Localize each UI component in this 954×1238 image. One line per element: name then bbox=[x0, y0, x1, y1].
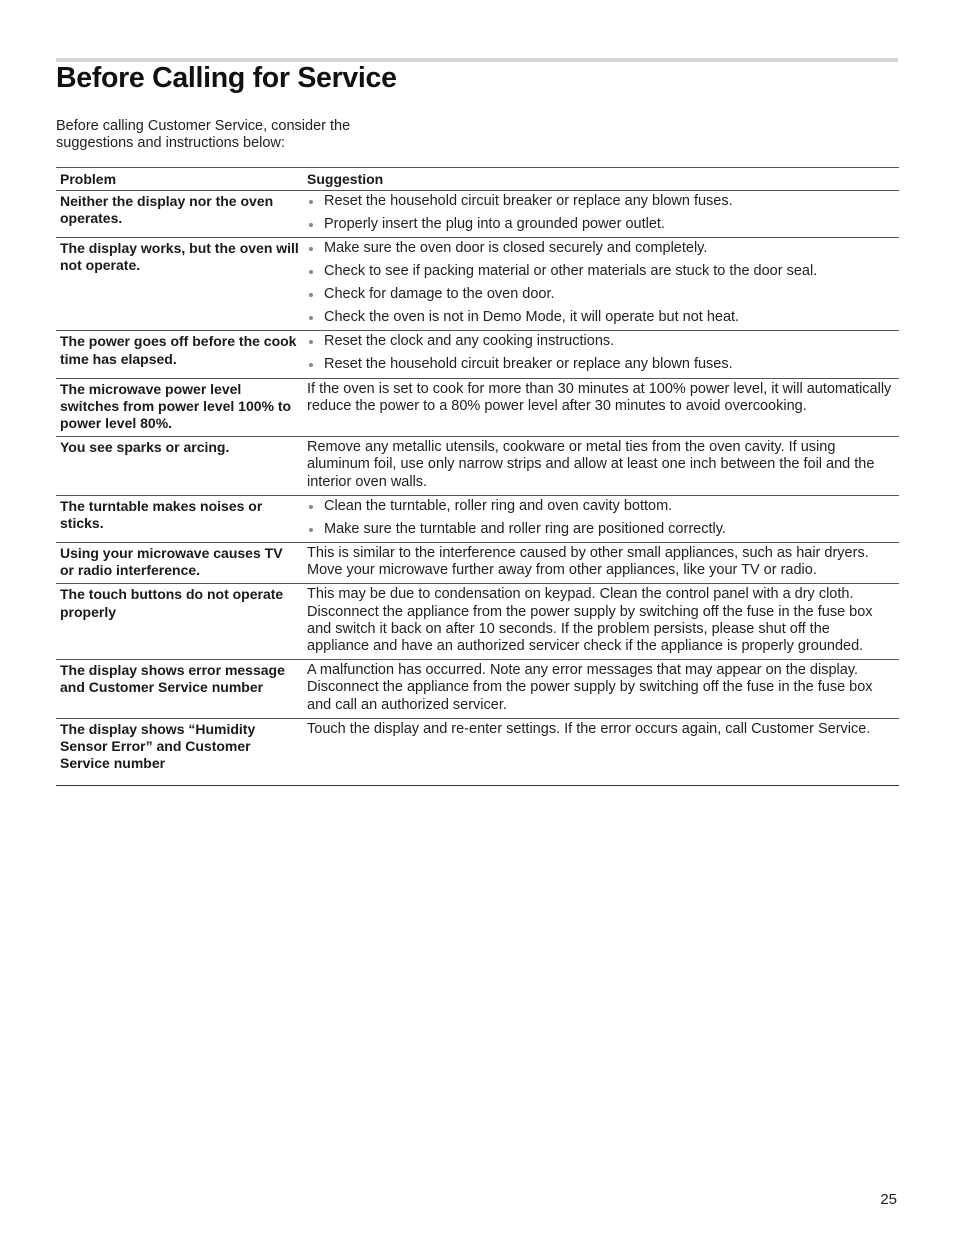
suggestion-text: This may be due to condensation on keypad. Clean the control panel with a dry cloth. Disconnect the appliance from the power supply by switching off the fuse in the fuse box and switch it back on after 10 seconds. If the problem persists, please shut off the appliance and have an authorized servicer check if the appliance is properly grounded. bbox=[303, 584, 899, 660]
bullet-icon bbox=[309, 247, 313, 251]
suggestion-cell bbox=[303, 191, 899, 238]
problem-text: The display shows error message and Customer Service number bbox=[60, 662, 285, 696]
list-item-text: Properly insert the plug into a grounded power outlet. bbox=[324, 216, 665, 232]
table-row bbox=[56, 331, 899, 378]
bullet-icon bbox=[309, 270, 313, 274]
list-item bbox=[307, 498, 895, 515]
problem-cell bbox=[56, 718, 303, 786]
bullet-icon bbox=[309, 505, 313, 509]
list-item-text: Reset the clock and any cooking instructions. bbox=[324, 333, 615, 350]
problem-text: The touch buttons do not operate properly bbox=[60, 586, 284, 620]
table-row bbox=[56, 191, 899, 238]
problem-cell bbox=[56, 378, 303, 437]
problem-text: Using your microwave causes TV or radio interference. bbox=[60, 545, 283, 579]
page-title: Before Calling for Service bbox=[56, 62, 397, 94]
table-row bbox=[56, 660, 899, 719]
list-item bbox=[307, 216, 895, 233]
suggestion-list bbox=[307, 240, 895, 326]
list-item bbox=[307, 193, 895, 210]
problem-cell bbox=[56, 660, 303, 719]
problem-text: The microwave power level switches from power level 100% to power level 80%. bbox=[60, 380, 292, 432]
bullet-icon bbox=[309, 293, 313, 297]
problem-cell bbox=[56, 238, 303, 331]
suggestion-text: A malfunction has occurred. Note any error messages that may appear on the display. Disconnect the appliance from the power supply by switching off the fuse in the fuse box and call an authorized servicer. bbox=[303, 660, 899, 719]
suggestion-list bbox=[307, 193, 895, 233]
problem-cell bbox=[56, 191, 303, 238]
table-row bbox=[56, 378, 899, 437]
table-row bbox=[56, 238, 899, 331]
list-item-text: Clean the turntable, roller ring and oven cavity bottom. bbox=[324, 497, 673, 514]
page-number: 25 bbox=[880, 1191, 897, 1208]
list-item bbox=[307, 356, 895, 373]
bullet-icon bbox=[309, 363, 313, 367]
table-header-row bbox=[56, 168, 899, 191]
header-suggestion: Suggestion bbox=[303, 168, 899, 191]
intro-text: Before calling Customer Service, consider the suggestions and instructions below: bbox=[56, 118, 351, 151]
problem-text: The display shows “Humidity Sensor Error” and Customer Service number bbox=[60, 720, 256, 772]
list-item bbox=[307, 333, 895, 350]
troubleshooting-table bbox=[56, 167, 899, 786]
list-item-text: Reset the household circuit breaker or replace any blown fuses. bbox=[324, 356, 733, 373]
list-item-text: Make sure the turntable and roller ring are positioned correctly. bbox=[324, 520, 726, 537]
list-item bbox=[307, 521, 895, 538]
suggestion-list bbox=[307, 498, 895, 538]
suggestion-text: If the oven is set to cook for more than 30 minutes at 100% power level, it will automatically reduce the power to a 80% power level after 30 minutes to avoid overcooking. bbox=[303, 378, 899, 437]
suggestion-text: Remove any metallic utensils, cookware or metal ties from the oven cavity. If using aluminum foil, use only narrow strips and allow at least one inch between the foil and the interior oven walls. bbox=[303, 437, 899, 496]
problem-text: The turntable makes noises or sticks. bbox=[60, 497, 263, 532]
bullet-icon bbox=[309, 316, 313, 320]
problem-cell bbox=[56, 437, 303, 496]
list-item-text: Check the oven is not in Demo Mode, it will operate but not heat. bbox=[324, 309, 740, 326]
list-item-text: Check to see if packing material or other materials are stuck to the door seal. bbox=[324, 263, 818, 280]
suggestion-text: This is similar to the interference caused by other small appliances, such as hair dryers. Move your microwave further away from other appliances, like your TV or radio. bbox=[303, 543, 899, 584]
list-item-text: Reset the household circuit breaker or replace any blown fuses. bbox=[324, 193, 733, 209]
problem-text: Neither the display nor the oven operates. bbox=[60, 193, 274, 227]
problem-cell bbox=[56, 584, 303, 660]
bullet-icon bbox=[309, 223, 313, 227]
table-row bbox=[56, 495, 899, 542]
table-row bbox=[56, 584, 899, 660]
bullet-icon bbox=[309, 340, 313, 344]
table-row bbox=[56, 718, 899, 786]
list-item bbox=[307, 263, 895, 280]
suggestion-cell bbox=[303, 331, 899, 378]
suggestion-text: Touch the display and re-enter settings. If the error occurs again, call Customer Service. bbox=[303, 718, 899, 786]
suggestion-cell bbox=[303, 495, 899, 542]
problem-cell bbox=[56, 543, 303, 584]
problem-text: The display works, but the oven will not operate. bbox=[60, 240, 299, 274]
table-row bbox=[56, 437, 899, 496]
problem-text: You see sparks or arcing. bbox=[60, 439, 230, 456]
suggestion-list bbox=[307, 333, 895, 373]
list-item bbox=[307, 309, 895, 326]
problem-cell bbox=[56, 495, 303, 542]
header-problem: Problem bbox=[56, 168, 303, 191]
problem-text: The power goes off before the cook time has elapsed. bbox=[60, 333, 297, 367]
list-item-text: Check for damage to the oven door. bbox=[324, 286, 555, 303]
suggestion-cell bbox=[303, 238, 899, 331]
list-item-text: Make sure the oven door is closed securely and completely. bbox=[324, 240, 708, 257]
list-item bbox=[307, 286, 895, 303]
table-row bbox=[56, 543, 899, 584]
bullet-icon bbox=[309, 200, 313, 204]
list-item bbox=[307, 240, 895, 257]
problem-cell bbox=[56, 331, 303, 378]
bullet-icon bbox=[309, 528, 313, 532]
